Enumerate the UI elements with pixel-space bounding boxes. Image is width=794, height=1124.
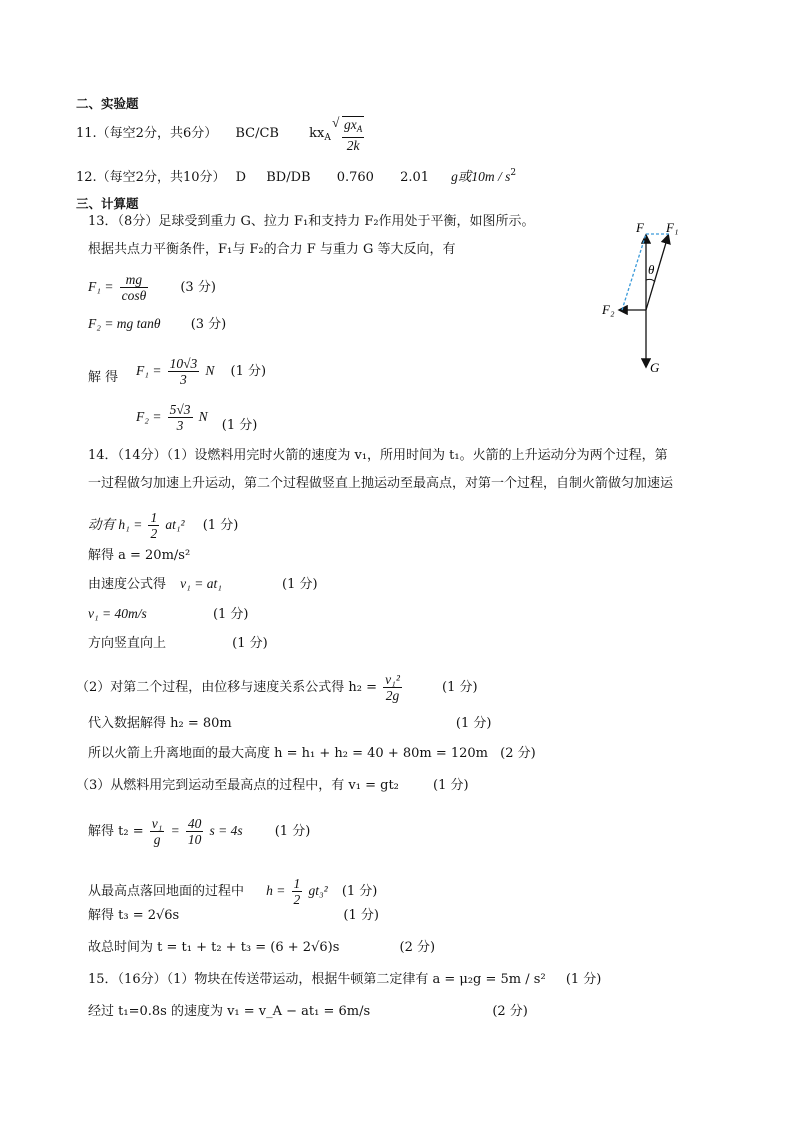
q14-part3-line-4-points: (1 分) bbox=[343, 908, 379, 923]
label-F1: F₁ bbox=[666, 220, 679, 235]
q13-eq-f1-points: (3 分) bbox=[180, 280, 216, 295]
q13-solution-f1: F₁ = $\frac{10√3}{3}$ N (1 分) bbox=[136, 356, 267, 387]
q14-line-2: 一过程做匀加速上升运动，第二个过程做竖直上抛运动至最高点，对第一个过程，自制火箭做匀加速运 bbox=[88, 476, 674, 491]
section-title-calculation: 三、计算题 bbox=[76, 196, 139, 211]
label-theta: θ bbox=[648, 262, 655, 277]
q14-part3-line-3-points: (1 分) bbox=[341, 884, 378, 899]
q14-line-4: 解得 a = 20m/s² bbox=[88, 548, 191, 563]
q14-line-6: v₁ = 40m/s (1 分) bbox=[88, 606, 249, 622]
q14-line-7: 方向竖直向上 (1 分) bbox=[88, 636, 268, 651]
q11-answer-2: $kx_A$ bbox=[309, 126, 331, 143]
q14-line-7-points: (1 分) bbox=[232, 636, 268, 651]
q14-part3-line-2: 解得 t₂ = $\frac{\text{v₁}}{g}$ = $\frac{40}{10}$ s = 4s (1 分) bbox=[88, 816, 311, 847]
q13-eq-f2: F₂ = mg tanθ (3 分) bbox=[88, 316, 227, 332]
label-F2: F₂ bbox=[602, 302, 615, 317]
q14-line-1: 14．（14分）（1）设燃料用完时火箭的速度为 v₁，所用时间为 t₁。火箭的上升运动分为两个过程，第 bbox=[88, 448, 668, 463]
q14-part2-line-3: 所以火箭上升离地面的最大高度 h = h₁ + h₂ = 40 + 80m = 120m (2 分) bbox=[88, 746, 536, 761]
q13-solution-f2-points: (1 分) bbox=[221, 418, 258, 433]
force-diagram bbox=[596, 214, 696, 384]
label-F: F bbox=[636, 220, 644, 235]
q15-line-1: 15．（16分）（1）物块在传送带运动，根据牛顿第二定律有 a = μ₂g = 5m / s² (1 分) bbox=[88, 972, 602, 987]
q11-answer-3: √ $\frac{gx_A}{2k}$ bbox=[330, 116, 364, 153]
parallelogram-left bbox=[622, 234, 646, 310]
q12-answer-4: 2.01 bbox=[400, 170, 430, 185]
theta-arc bbox=[646, 279, 655, 282]
q11-row bbox=[76, 126, 331, 146]
q14-part2-line-1-points: (1 分) bbox=[442, 680, 478, 695]
q14-line-5-points: (1 分) bbox=[282, 577, 318, 592]
q14-line-3-points: (1 分) bbox=[202, 518, 239, 533]
q12-answer-2: BD/DB bbox=[266, 170, 311, 185]
q13-line-1: 13．（8分）足球受到重力 G、拉力 F₁和支持力 F₂作用处于平衡，如图所示。 bbox=[88, 214, 535, 229]
section-title-experiment: 二、实验题 bbox=[76, 96, 139, 111]
q13-solution-f1-points: (1 分) bbox=[230, 364, 267, 379]
q14-part3-line-1-points: (1 分) bbox=[433, 778, 469, 793]
q14-part2-line-2-points: (1 分) bbox=[455, 716, 492, 731]
q14-part3-line-4: 解得 t₃ = 2√6s (1 分) bbox=[88, 908, 379, 923]
q14-line-3: 动有 h₁ = $\frac{1}{2}$ at₁² (1 分) bbox=[88, 510, 239, 541]
q12-row bbox=[76, 165, 516, 186]
q11-answer-1: BC/CB bbox=[235, 126, 279, 141]
q14-line-5: 由速度公式得 v₁ = at₁ (1 分) bbox=[88, 576, 318, 592]
q14-part2-line-1: （2）对第二个过程，由位移与速度关系公式得 h₂ = $\frac{\text{v₁²}}{2g}$ (1 分) bbox=[76, 672, 478, 703]
q13-eq-f1: F₁ = $\frac{mg}{\cos\theta}$ (3 分) bbox=[88, 272, 216, 303]
q13-eq-f2-points: (3 分) bbox=[190, 317, 227, 332]
q12-answer-1: D bbox=[235, 170, 247, 185]
q12-answer-5: g或$10m / s^2$ bbox=[451, 168, 517, 184]
q15-line-1-points: (1 分) bbox=[565, 972, 602, 987]
q11-prefix: 11.（每空2分，共6分） bbox=[76, 126, 218, 141]
q14-part3-line-1: （3）从燃料用完到运动至最高点的过程中，有 v₁ = gt₂ (1 分) bbox=[76, 778, 469, 793]
q14-part2-line-2: 代入数据解得 h₂ = 80m (1 分) bbox=[88, 716, 492, 731]
q14-part3-line-5: 故总时间为 t = t₁ + t₂ + t₃ = (6 + 2√6)s (2 分) bbox=[88, 940, 436, 955]
q14-part3-line-5-points: (2 分) bbox=[399, 940, 436, 955]
label-G: G bbox=[650, 360, 660, 375]
q12-answer-3: 0.760 bbox=[336, 170, 374, 185]
q13-line-2: 根据共点力平衡条件，F₁与 F₂的合力 F 与重力 G 等大反向，有 bbox=[88, 242, 456, 257]
q14-part3-line-2-points: (1 分) bbox=[274, 824, 311, 839]
q14-part2-line-3-points: (2 分) bbox=[500, 746, 536, 761]
q13-solve-label: 解 得 bbox=[88, 370, 119, 385]
q15-line-2-points: (2 分) bbox=[492, 1004, 528, 1019]
q12-prefix: 12.（每空2分，共10分） bbox=[76, 170, 226, 185]
q15-line-2: 经过 t₁=0.8s 的速度为 v₁ = v_A − at₁ = 6m/s (2 分) bbox=[88, 1004, 528, 1019]
q14-part3-line-3: 从最高点落回地面的过程中 h = $\frac{1}{2}$ gt₃² (1 分) bbox=[88, 876, 378, 907]
q13-solution-f2: F₂ = $\frac{5√3}{3}$ N (1 分) bbox=[136, 402, 258, 433]
q14-line-6-points: (1 分) bbox=[212, 607, 249, 622]
